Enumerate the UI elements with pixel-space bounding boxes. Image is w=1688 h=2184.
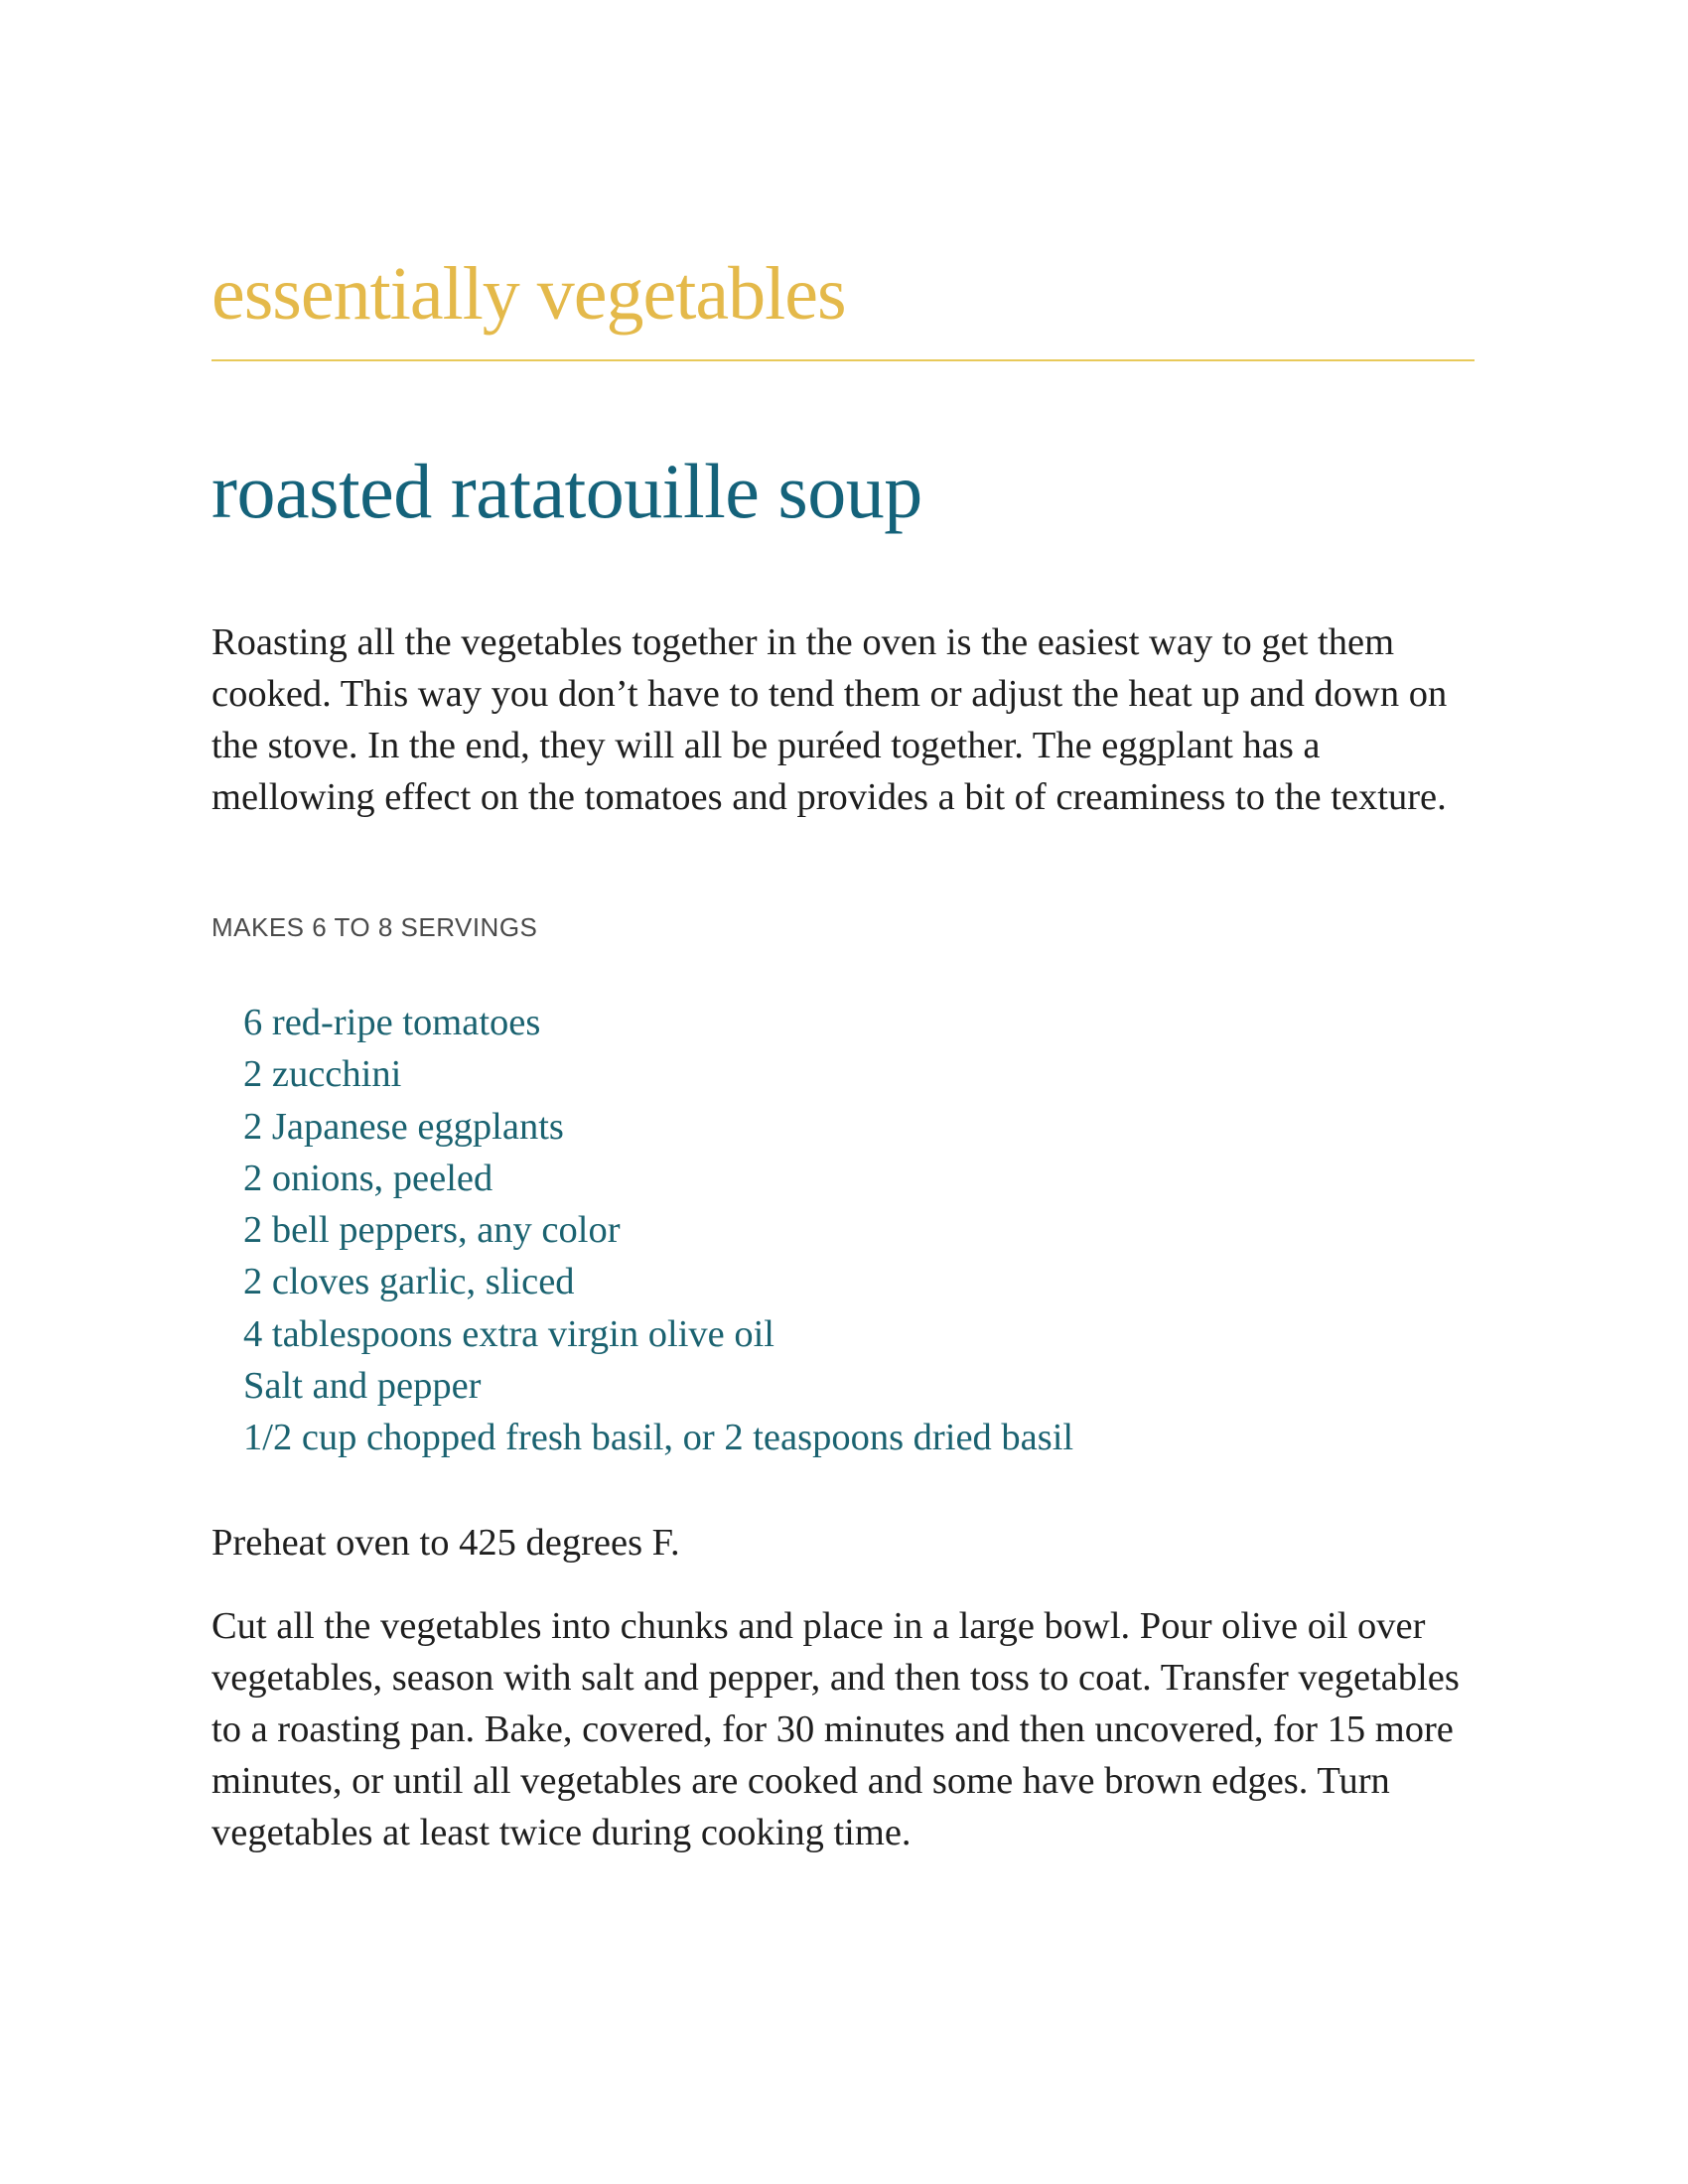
instruction-step: Preheat oven to 425 degrees F. [211,1522,680,1564]
section-divider [211,359,1475,361]
ingredient-item: 2 cloves garlic, sliced [243,1261,575,1303]
ingredient-item: 1/2 cup chopped fresh basil, or 2 teaspoons dried basil [243,1417,1074,1458]
recipe-title: roasted ratatouille soup [211,448,922,534]
ingredient-item: 2 onions, peeled [243,1157,493,1199]
ingredient-item: Salt and pepper [243,1364,482,1407]
instruction-step: Cut all the vegetables into chunks and place in a large bowl. Pour olive oil over vegetables, season with salt and pepper, and then toss to coat. Transfer vegetables to a roasting pan. Bake, covered, for 30 minutes and then uncovered, for 15 more minutes, or until all vegetables are cooked and some have brown edges. Turn vegetables at least twice during cooking time. [211,1605,1460,1853]
ingredient-item: 2 zucchini [243,1053,402,1096]
ingredient-item: 2 bell peppers, any color [243,1209,621,1251]
section-title: essentially vegetables [211,252,846,336]
ingredient-item: 4 tablespoons extra virgin olive oil [243,1312,774,1355]
recipe-intro: Roasting all the vegetables together in the oven is the easiest way to get them cooked. This way you don’t have to tend them or adjust the heat up and down on the stove. In the end, they will all be puréed together. The eggplant has a mellowing effect on the tomatoes and provides a bit of creaminess to the texture. [211,621,1448,818]
ingredient-list [243,997,1073,1463]
servings-note: MAKES 6 TO 8 SERVINGS [211,912,538,942]
ingredient-item: 6 red-ripe tomatoes [243,1002,541,1043]
ingredient-item: 2 Japanese eggplants [243,1105,564,1148]
